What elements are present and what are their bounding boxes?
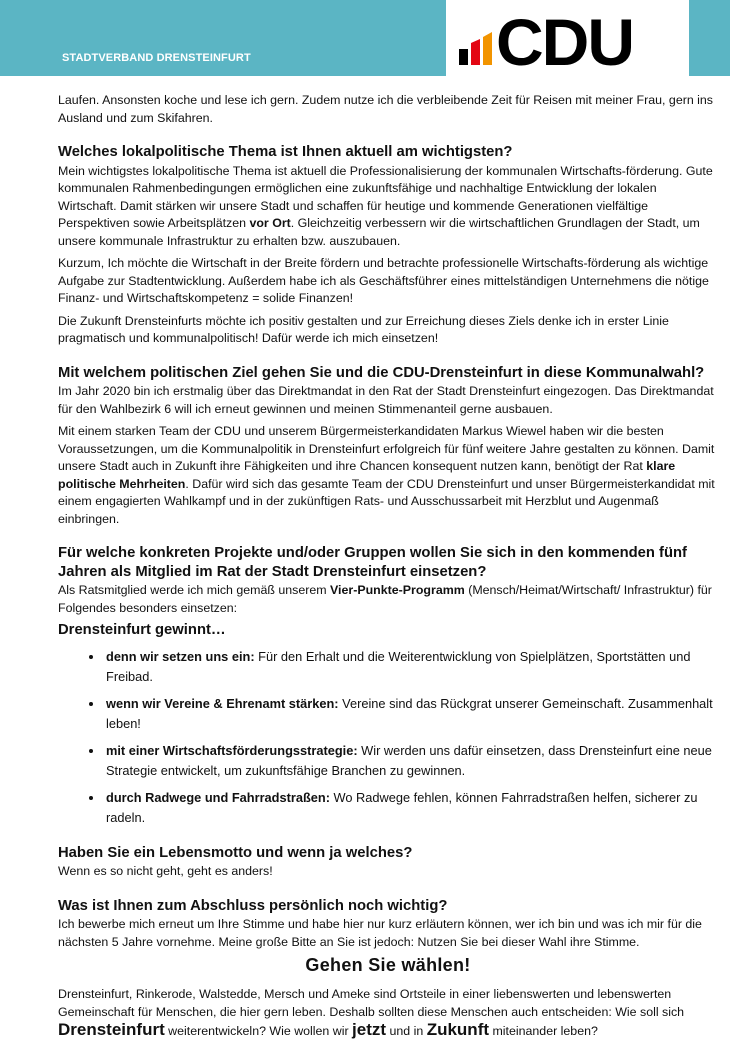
section-1-heading: Welches lokalpolitische Thema ist Ihnen aktuell am wichtigsten? [58,144,513,160]
section-4-heading: Haben Sie ein Lebensmotto und wenn ja welches? [58,844,413,861]
program-list [58,646,718,828]
header-label: STADTVERBAND DRENSTEINFURT [62,52,251,64]
section-4-paragraph: Wenn es so nicht geht, geht es anders! [58,864,273,878]
call-to-action: Gehen Sie wählen! [305,955,471,975]
section-3-heading: Für welche konkreten Projekte und/oder Gruppen wollen Sie sich in den kommenden fünf Jahren als Mitglied im Rat der Stadt Drensteinfurt einsetzen? [58,545,687,580]
section-1-paragraph-3: Die Zukunft Drensteinfurts möchte ich positiv gestalten und zur Erreichung dieses Ziels denke ich in erster Linie pragmatisch und kommunalpolitisch! Dafür werde ich mich einsetzen! [58,313,669,345]
list-item: • denn wir setzen uns ein: Für den Erhalt und die Weiterentwicklung von Spielplätzen, Sportstätten und Freibad. [104,646,718,687]
list-item: • mit einer Wirtschaftsförderungsstrategie: Wir werden uns dafür einsetzen, dass Drensteinfurt eine neue Strategie entwickelt, um zukunftsfähige Branchen zu gewinnen. [104,740,718,781]
section-1-paragraph-1: Mein wichtigstes lokalpolitische Thema ist aktuell die Professionalisierung der kommunalen Wirtschafts-förderung. Gute kommunalen Rahmenbedingungen ermöglichen eine zukunftsfähige und nachhaltige Entwicklung der lokalen Wirtschaft. Damit stärken wir unsere Stadt und schaffen für heutige und kommende Generationen vielfältige Perspektiven sowie Arbeitsplätzen vor Ort. Gleichzeitig verbessern wir die wirtschaftlichen Grundlagen der Stadt, um unsere kommunale Infrastruktur zu erhalten bzw. auszubauen. [58,163,713,248]
logo-text: CDU [496,5,633,76]
cdu-logo [446,0,689,76]
section-1-paragraph-2: Kurzum, Ich möchte die Wirtschaft in der Breite fördern und betrachte professionelle Wirtschafts-förderung als wichtige Aufgabe zur Stadtentwicklung. Außerdem habe ich als Geschäftsführer eines mittelständigen Unternehmens die nötige Finanz- und Wirtschaftskompetenz = solide Finanzen! [58,256,709,305]
section-5-paragraph: Ich bewerbe mich erneut um Ihre Stimme und habe hier nur kurz erläutern können, wer ich bin und was ich mir für die nächsten 5 Jahre vornehme. Meine große Bitte an Sie ist jedoch: Nutzen Sie bei dieser Wahl ihre Stimme. [58,917,702,949]
section-3-paragraph-1: Als Ratsmitglied werde ich mich gemäß unserem Vier-Punkte-Programm (Mensch/Heimat/Wirtschaft/ Infrastruktur) für Folgendes besonders einsetzen: [58,583,712,615]
section-5-heading: Was ist Ihnen zum Abschluss persönlich noch wichtig? [58,897,448,914]
section-3-subheading: Drensteinfurt gewinnt… [58,622,226,638]
section-2-paragraph-1: Im Jahr 2020 bin ich erstmalig über das Direktmandat in den Rat der Stadt Drensteinfurt eingezogen. Das Direktmandat für den Wahlbezirk 6 will ich erneut gewinnen und meinen Stimmenanteil gerne ausbauen. [58,384,714,416]
list-item: • durch Radwege und Fahrradstraßen: Wo Radwege fehlen, können Fahrradstraßen helfen, sicherer zu radeln. [104,787,718,828]
list-item: • wenn wir Vereine & Ehrenamt stärken: Vereine sind das Rückgrat unserer Gemeinschaft. Zusammenhalt leben! [104,693,718,734]
article-body [58,92,718,1045]
page-header [0,0,730,76]
section-2-heading: Mit welchem politischen Ziel gehen Sie und die CDU-Drensteinfurt in diese Kommunalwahl? [58,364,705,381]
closing-paragraph: Drensteinfurt, Rinkerode, Walstedde, Mersch und Ameke sind Ortsteile in einer liebenswerten und lebenswerten Gemeinschaft für Menschen, die hier gern leben. Deshalb sollten diese Menschen auch entscheiden: Wie soll sich Drensteinfurt weiterentwickeln? Wie wollen wir jetzt und in Zukunft miteinander leben? [58,986,685,1039]
section-2-paragraph-2: Mit einem starken Team der CDU und unserem Bürgermeisterkandidaten Markus Wiewel haben wir die besten Voraussetzungen, um die Kommunalpolitik in Drensteinfurt erfolgreich für fünf weitere Jahre gestalten zu können. Damit unsere Stadt auch in Zukunft ihre Fähigkeiten und ihre Chancen konsequent nutzen kann, benötigt der Rat klare politische Mehrheiten. Dafür wird sich das gesamte Team der CDU Drensteinfurt und unser Bürgermeisterkandidat mit einem engagierten Wahlkampf und in der zukünftigen Rats- und Ausschussarbeit mit Herzblut und Augenmaß einbringen. [58,424,715,526]
cdu-logo-icon [446,0,689,76]
intro-paragraph: Laufen. Ansonsten koche und lese ich gern. Zudem nutze ich die verbleibende Zeit für Reisen mit meiner Frau, gern ins Ausland und zum Skifahren. [58,93,714,125]
